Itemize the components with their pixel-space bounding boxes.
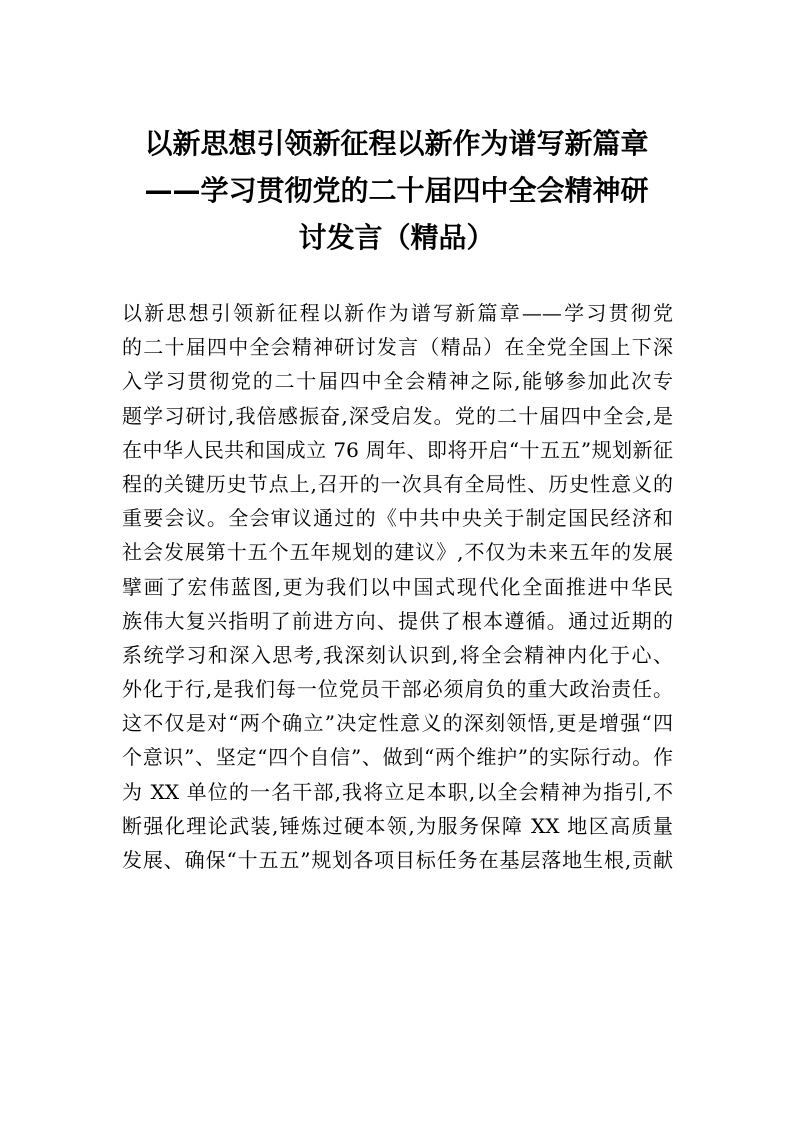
body-line: 系统学习和深入思考,我深刻认识到,将全会精神内化于心、	[122, 642, 673, 667]
body-line: 为 XX 单位的一名干部,我将立足本职,以全会精神为指引,不	[122, 779, 673, 804]
body-line: 发展、确保“十五五”规划各项目标任务在基层落地生根,贡献	[122, 848, 673, 872]
document-body	[122, 296, 673, 877]
body-line: 外化于行,是我们每一位党员干部必须肩负的重大政治责任。	[122, 677, 673, 702]
body-line: 个意识”、坚定“四个自信”、做到“两个维护”的实际行动。作	[122, 745, 673, 770]
body-line: 题学习研讨,我倍感振奋,深受启发。党的二十届四中全会,是	[122, 403, 673, 428]
body-line: 入学习贯彻党的二十届四中全会精神之际,能够参加此次专	[122, 369, 673, 394]
body-line: 族伟大复兴指明了前进方向、提供了根本遵循。通过近期的	[122, 608, 673, 633]
title-line: 以新思想引领新征程以新作为谱写新篇章	[144, 127, 649, 160]
body-line: 的二十届四中全会精神研讨发言（精品）在全党全国上下深	[122, 335, 673, 360]
body-line: 在中华人民共和国成立 76 周年、即将开启“十五五”规划新征	[122, 437, 673, 462]
title-line: ——学习贯彻党的二十届四中全会精神研	[144, 174, 649, 207]
body-line: 社会发展第十五个五年规划的建议》,不仅为未来五年的发展	[122, 540, 673, 565]
document-title	[0, 120, 793, 261]
body-line: 程的关键历史节点上,召开的一次具有全局性、历史性意义的	[122, 471, 673, 496]
body-line: 以新思想引领新征程以新作为谱写新篇章——学习贯彻党	[122, 301, 673, 325]
title-line: 讨发言（精品）	[298, 221, 495, 254]
body-line: 断强化理论武装,锤炼过硬本领,为服务保障 XX 地区高质量	[122, 813, 673, 838]
body-line: 这不仅是对“两个确立”决定性意义的深刻领悟,更是增强“四	[122, 711, 673, 736]
body-line: 重要会议。全会审议通过的《中共中央关于制定国民经济和	[122, 506, 673, 531]
body-line: 擘画了宏伟蓝图,更为我们以中国式现代化全面推进中华民	[122, 574, 673, 599]
